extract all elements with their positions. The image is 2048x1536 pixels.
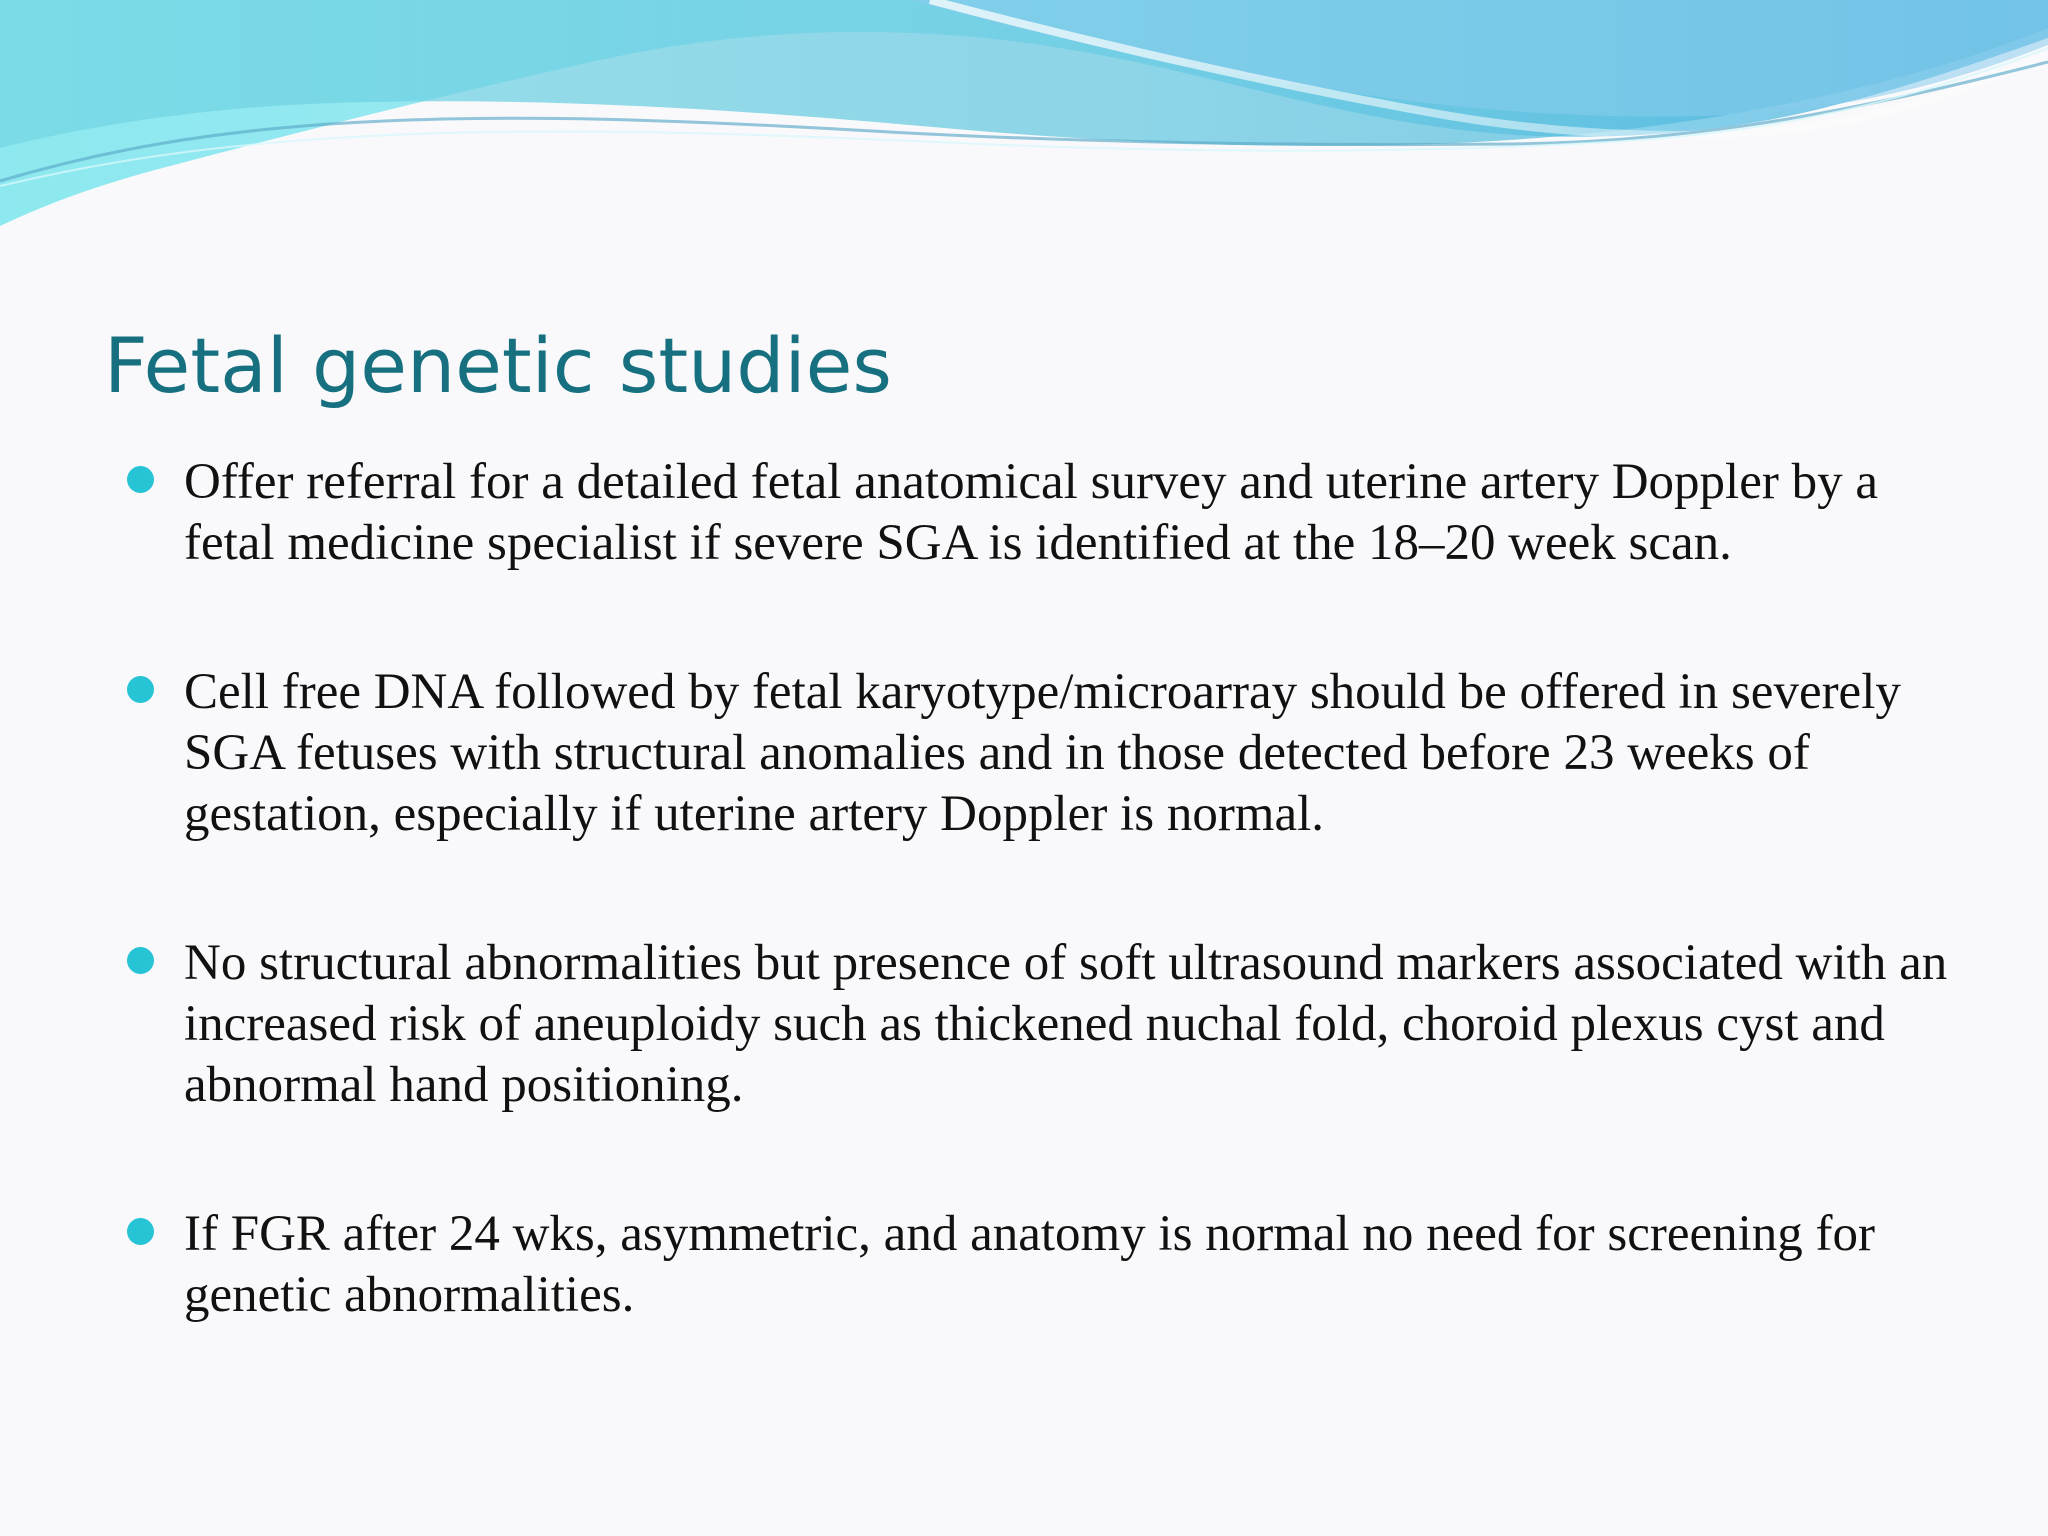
bullet-item-detailed-survey	[122, 452, 1972, 574]
bullet-item-soft-markers	[122, 933, 1972, 1116]
bullet-text: If FGR after 24 wks, asymmetric, and anatomy is normal no need for screening for genetic abnormalities.	[184, 1206, 1876, 1323]
bullet-list	[122, 452, 1972, 1326]
bullet-text: No structural abnormalities but presence of soft ultrasound markers associated with an increased risk of aneuploidy such as thickened nuchal fold, choroid plexus cyst and abnormal hand positioning.	[184, 935, 1948, 1113]
bullet-text: Offer referral for a detailed fetal anatomical survey and uterine artery Doppler by a fetal medicine specialist if severe SGA is identified at the 18–20 week scan.	[184, 454, 1878, 571]
slide-title: Fetal genetic studies	[104, 321, 893, 410]
bullet-dot-icon	[127, 947, 154, 974]
bullet-dot-icon	[127, 1218, 154, 1245]
bullet-dot-icon	[127, 676, 154, 703]
bullet-item-fgr-after-24-weeks	[122, 1204, 1972, 1326]
bullet-item-cell-free-dna	[122, 662, 1972, 845]
bullet-dot-icon	[127, 466, 154, 493]
bullet-text: Cell free DNA followed by fetal karyotype/microarray should be offered in severely SGA fetuses with structural anomalies and in those detected before 23 weeks of gestation, especially if uterine artery Doppler is normal.	[184, 664, 1901, 842]
decorative-wave-header	[0, 0, 2048, 240]
